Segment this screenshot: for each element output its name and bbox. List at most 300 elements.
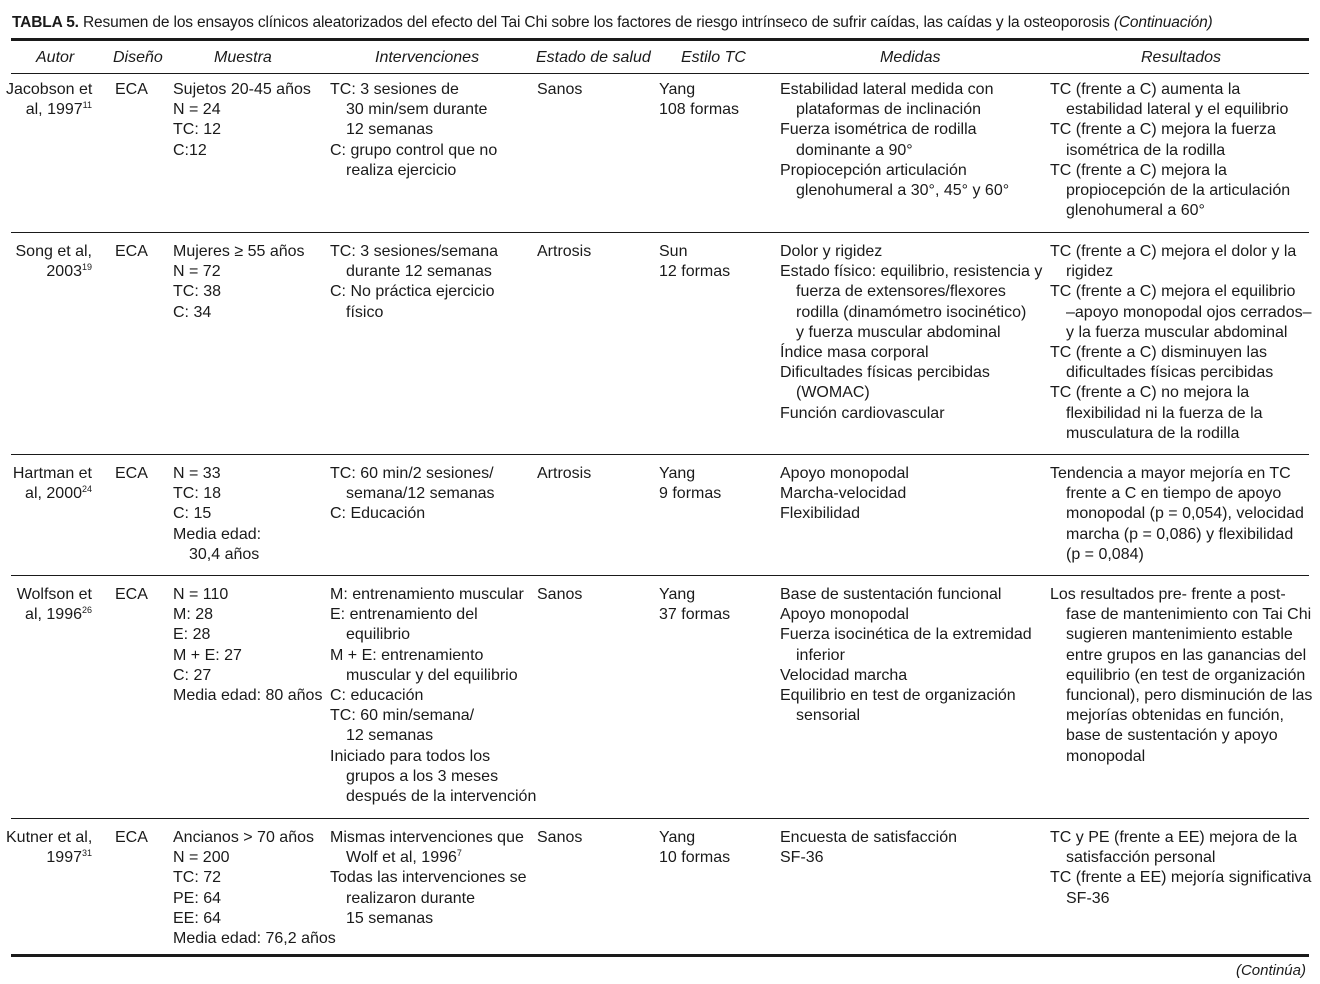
design-cell bbox=[115, 242, 148, 262]
design-cell bbox=[115, 80, 148, 100]
measure-line bbox=[780, 484, 909, 504]
measure-line bbox=[780, 363, 1042, 383]
sample-line-text: C:12 bbox=[173, 141, 207, 159]
sample-line bbox=[173, 141, 311, 161]
measures-cell bbox=[780, 242, 1042, 424]
result-line bbox=[1050, 545, 1304, 565]
sample-line bbox=[173, 525, 261, 545]
results-cell bbox=[1050, 585, 1312, 767]
sample-line bbox=[173, 282, 305, 302]
result-line-text: isométrica de la rodilla bbox=[1066, 141, 1226, 159]
intervention-line bbox=[330, 464, 495, 484]
header-diseno: Diseño bbox=[113, 49, 163, 66]
measure-line-text: Fuerza isocinética de la extremidad bbox=[780, 626, 1032, 644]
intervention-line-text: C: No práctica ejercicio bbox=[330, 283, 495, 301]
result-line bbox=[1050, 464, 1304, 484]
measure-line bbox=[780, 383, 1042, 403]
sample-cell bbox=[173, 828, 336, 949]
tc-style-cell bbox=[659, 828, 730, 868]
intervention-line bbox=[330, 484, 495, 504]
intervention-line-text: TC: 3 sesiones/semana bbox=[330, 243, 499, 260]
health-status-value bbox=[537, 464, 591, 484]
interventions-cell bbox=[330, 242, 498, 323]
top-rule bbox=[11, 38, 1309, 41]
intervention-line bbox=[330, 141, 497, 161]
sample-line-text: PE: 64 bbox=[173, 889, 222, 907]
tc-style-cell bbox=[659, 585, 730, 625]
sample-line-text: E: 28 bbox=[173, 626, 211, 644]
result-line-text: propiocepción de la articulación bbox=[1066, 182, 1291, 200]
intervention-line-text: Wolf et al, 1996 bbox=[346, 849, 457, 867]
result-line bbox=[1050, 525, 1304, 545]
intervention-line bbox=[330, 747, 536, 767]
intervention-line-text: 15 semanas bbox=[346, 909, 434, 927]
sample-line-text: 30,4 años bbox=[189, 545, 260, 563]
intervention-line-text: realizaron durante bbox=[346, 889, 475, 907]
design-cell bbox=[115, 828, 148, 848]
result-line bbox=[1050, 120, 1290, 140]
measure-line bbox=[780, 848, 957, 868]
result-line bbox=[1050, 726, 1312, 746]
measure-line-text: Velocidad marcha bbox=[780, 666, 908, 684]
measures-cell bbox=[780, 585, 1032, 726]
health-status-cell bbox=[537, 585, 582, 605]
intervention-line bbox=[330, 504, 495, 524]
intervention-line bbox=[330, 303, 498, 323]
design-cell bbox=[115, 585, 148, 605]
result-line bbox=[1050, 343, 1312, 363]
result-line-text: Los resultados pre- frente a post- bbox=[1050, 586, 1286, 603]
header-rule bbox=[11, 73, 1309, 74]
sample-line-text: TC: 12 bbox=[173, 121, 222, 139]
tc-style-line bbox=[659, 100, 739, 120]
measure-line-text: plataformas de inclinación bbox=[796, 101, 981, 119]
measure-line bbox=[780, 646, 1032, 666]
result-line-text: flexibilidad ni la fuerza de la bbox=[1066, 404, 1263, 422]
result-line bbox=[1050, 242, 1312, 262]
result-line-text: TC (frente a C) mejora el equilibrio bbox=[1050, 283, 1296, 301]
intervention-line bbox=[330, 767, 536, 787]
result-line-text: sugieren mantenimiento estable bbox=[1066, 626, 1293, 644]
author-line bbox=[6, 828, 92, 848]
author-cell bbox=[6, 585, 92, 625]
measure-line-text: Estabilidad lateral medida con bbox=[780, 81, 994, 98]
measure-line bbox=[780, 404, 1042, 424]
intervention-line-text: realiza ejercicio bbox=[346, 161, 457, 179]
sample-line bbox=[173, 625, 322, 645]
measure-line bbox=[780, 706, 1032, 726]
result-line-text: monopodal (p = 0,054), velocidad bbox=[1066, 505, 1304, 523]
result-line bbox=[1050, 161, 1290, 181]
measure-line bbox=[780, 504, 909, 524]
interventions-cell bbox=[330, 464, 495, 525]
measure-line-text: Apoyo monopodal bbox=[780, 606, 909, 624]
tc-style-line-text: Sun bbox=[659, 243, 688, 260]
design-value-text: ECA bbox=[115, 465, 148, 482]
result-line bbox=[1050, 828, 1311, 848]
tc-style-line bbox=[659, 262, 730, 282]
header-resultados: Resultados bbox=[1141, 49, 1222, 66]
result-line bbox=[1050, 646, 1312, 666]
sample-line bbox=[173, 848, 336, 868]
sample-line-text: N = 24 bbox=[173, 101, 221, 119]
result-line bbox=[1050, 424, 1312, 444]
sample-line-text: Media edad: 76,2 años bbox=[173, 930, 336, 948]
header-estado: Estado de salud bbox=[536, 49, 651, 66]
sample-line-text: Ancianos > 70 años bbox=[173, 829, 314, 846]
result-line bbox=[1050, 80, 1290, 100]
row-separator bbox=[11, 454, 1309, 455]
table-title bbox=[12, 13, 1312, 33]
result-line-text: TC (frente a EE) mejoría significativa bbox=[1050, 869, 1312, 887]
measure-line-text: Flexibilidad bbox=[780, 505, 861, 523]
author-line-text: Hartman et bbox=[12, 465, 92, 482]
author-cell bbox=[6, 464, 92, 504]
author-line-text: Kutner et al, bbox=[6, 829, 93, 846]
result-line bbox=[1050, 706, 1312, 726]
measure-line bbox=[780, 605, 1032, 625]
intervention-line-text: grupos a los 3 meses bbox=[346, 767, 499, 785]
sample-line-text: N = 200 bbox=[173, 849, 230, 867]
sample-line-text: TC: 18 bbox=[173, 485, 222, 503]
sample-line-text: C: 15 bbox=[173, 505, 212, 523]
sample-line bbox=[173, 120, 311, 140]
health-status-cell bbox=[537, 828, 582, 848]
result-line-text: TC (frente a C) no mejora la bbox=[1050, 384, 1250, 402]
continues-note: (Continúa) bbox=[1235, 962, 1306, 979]
measure-line-text: dominante a 90° bbox=[796, 141, 913, 159]
tc-style-line-text: 9 formas bbox=[659, 485, 722, 503]
author-line-text: al, 2000 bbox=[25, 485, 82, 503]
author-line bbox=[6, 100, 92, 120]
measure-line-text: Apoyo monopodal bbox=[780, 465, 909, 482]
measure-line-text: rodilla (dinamómetro isocinético) bbox=[796, 303, 1027, 321]
measure-line-text: y fuerza muscular abdominal bbox=[796, 323, 1001, 341]
result-line-text: –apoyo monopodal ojos cerrados– bbox=[1066, 303, 1312, 321]
health-status-cell bbox=[537, 242, 591, 262]
measure-line bbox=[780, 303, 1042, 323]
result-line bbox=[1050, 625, 1312, 645]
sample-line bbox=[173, 262, 305, 282]
health-status-value-text: Sanos bbox=[537, 81, 583, 98]
result-line bbox=[1050, 484, 1304, 504]
intervention-line bbox=[330, 242, 498, 262]
author-cell bbox=[6, 828, 92, 868]
author-line bbox=[6, 605, 92, 625]
intervention-line bbox=[330, 706, 536, 726]
result-line-text: TC (frente a C) mejora la bbox=[1050, 161, 1227, 179]
author-line-text: Song et al, bbox=[15, 243, 92, 260]
intervention-line bbox=[330, 889, 527, 909]
intervention-line bbox=[330, 605, 536, 625]
measure-line-text: Equilibrio en test de organización bbox=[780, 687, 1016, 705]
header-intervenciones: Intervenciones bbox=[375, 49, 480, 66]
measures-cell bbox=[780, 80, 1009, 201]
result-line-text: satisfacción personal bbox=[1066, 849, 1216, 867]
reference-number: 11 bbox=[82, 100, 92, 111]
measure-line bbox=[780, 161, 1009, 181]
intervention-line-text: muscular y del equilibrio bbox=[346, 666, 518, 684]
result-line bbox=[1050, 100, 1290, 120]
measure-line bbox=[780, 141, 1009, 161]
intervention-line-text: Mismas intervenciones que bbox=[330, 829, 524, 846]
result-line-text: (p = 0,084) bbox=[1066, 545, 1144, 563]
result-line-text: fase de mantenimiento con Tai Chi bbox=[1066, 606, 1312, 624]
intervention-line-text: 12 semanas bbox=[346, 727, 434, 745]
header-estilo: Estilo TC bbox=[681, 49, 746, 66]
intervention-line-text: C: educación bbox=[330, 687, 424, 705]
measure-line bbox=[780, 262, 1042, 282]
intervention-line bbox=[330, 646, 536, 666]
intervention-line-text: M + E: entrenamiento bbox=[330, 646, 484, 664]
author-line-text: al, 1997 bbox=[25, 101, 83, 119]
intervention-line-text: M: entrenamiento muscular bbox=[330, 586, 524, 603]
intervention-line-text: E: entrenamiento del bbox=[330, 606, 478, 624]
result-line bbox=[1050, 504, 1304, 524]
health-status-cell bbox=[537, 464, 591, 484]
result-line bbox=[1050, 848, 1311, 868]
author-line bbox=[6, 484, 92, 504]
health-status-value-text: Artrosis bbox=[537, 465, 592, 482]
result-line bbox=[1050, 303, 1312, 323]
intervention-line-text: TC: 60 min/2 sesiones/ bbox=[330, 465, 494, 482]
author-cell bbox=[6, 80, 92, 120]
result-line bbox=[1050, 363, 1312, 383]
health-status-value bbox=[537, 242, 591, 262]
author-line-text: 2003 bbox=[46, 263, 82, 281]
sample-cell bbox=[173, 80, 311, 161]
sample-cell bbox=[173, 585, 322, 706]
tc-style-line bbox=[659, 80, 739, 100]
sample-line-text: Mujeres ≥ 55 años bbox=[173, 243, 305, 260]
reference-number: 7 bbox=[456, 848, 462, 859]
measure-line-text: Función cardiovascular bbox=[780, 404, 945, 422]
sample-line bbox=[173, 303, 305, 323]
results-cell bbox=[1050, 242, 1312, 444]
intervention-line bbox=[330, 868, 527, 888]
measure-line bbox=[780, 282, 1042, 302]
sample-line-text: C: 27 bbox=[173, 666, 212, 684]
intervention-line bbox=[330, 80, 497, 100]
bottom-rule bbox=[11, 954, 1309, 957]
sample-line bbox=[173, 909, 336, 929]
measure-line-text: sensorial bbox=[796, 707, 861, 725]
design-value-text: ECA bbox=[115, 586, 148, 603]
sample-line bbox=[173, 484, 261, 504]
intervention-line-text: C: grupo control que no bbox=[330, 141, 498, 159]
measure-line bbox=[780, 585, 1032, 605]
measure-line bbox=[780, 323, 1042, 343]
sample-line bbox=[173, 585, 322, 605]
result-line-text: entre grupos en las ganancias del bbox=[1066, 646, 1307, 664]
result-line bbox=[1050, 686, 1312, 706]
sample-line bbox=[173, 504, 261, 524]
intervention-line-text: semana/12 semanas bbox=[346, 485, 495, 503]
results-cell bbox=[1050, 80, 1290, 221]
sample-line bbox=[173, 545, 261, 565]
interventions-cell bbox=[330, 80, 497, 181]
result-line-text: monopodal bbox=[1066, 747, 1146, 765]
design-value-text: ECA bbox=[115, 243, 148, 260]
intervention-line bbox=[330, 909, 527, 929]
result-line-text: glenohumeral a 60° bbox=[1066, 202, 1205, 220]
result-line bbox=[1050, 747, 1312, 767]
result-line bbox=[1050, 262, 1312, 282]
sample-line bbox=[173, 80, 311, 100]
sample-line bbox=[173, 100, 311, 120]
sample-line-text: M + E: 27 bbox=[173, 646, 242, 664]
author-line-text: 1997 bbox=[46, 849, 82, 867]
intervention-line bbox=[330, 262, 498, 282]
measure-line bbox=[780, 625, 1032, 645]
measures-cell bbox=[780, 828, 957, 868]
reference-number: 31 bbox=[81, 848, 92, 859]
intervention-line bbox=[330, 686, 536, 706]
results-cell bbox=[1050, 828, 1311, 909]
interventions-cell bbox=[330, 585, 536, 807]
author-line bbox=[6, 242, 92, 262]
tc-style-line bbox=[659, 484, 721, 504]
result-line-text: estabilidad lateral y el equilibrio bbox=[1066, 101, 1289, 119]
sample-line-text: EE: 64 bbox=[173, 909, 222, 927]
tc-style-line bbox=[659, 585, 730, 605]
sample-line bbox=[173, 889, 336, 909]
intervention-line-text: 30 min/sem durante bbox=[346, 101, 488, 119]
health-status-value-text: Sanos bbox=[537, 829, 583, 846]
measure-line-text: SF-36 bbox=[780, 849, 824, 867]
result-line-text: base de sustentación y apoyo bbox=[1066, 727, 1278, 745]
measure-line-text: Estado físico: equilibrio, resistencia y bbox=[780, 263, 1043, 281]
measure-line bbox=[780, 242, 1042, 262]
header-autor: Autor bbox=[36, 49, 75, 66]
result-line-text: musculatura de la rodilla bbox=[1066, 424, 1240, 442]
measures-cell bbox=[780, 464, 909, 525]
author-line bbox=[6, 262, 92, 282]
table-caption: Resumen de los ensayos clínicos aleatorizados del efecto del Tai Chi sobre los factores de riesgo intrínseco de sufrir caídas, las caídas y la osteoporosis bbox=[78, 14, 1114, 31]
sample-line bbox=[173, 868, 336, 888]
tc-style-line bbox=[659, 605, 730, 625]
tc-style-line-text: 10 formas bbox=[659, 849, 731, 867]
result-line bbox=[1050, 282, 1312, 302]
result-line bbox=[1050, 889, 1311, 909]
reference-number: 24 bbox=[81, 484, 92, 495]
tc-style-line bbox=[659, 848, 730, 868]
result-line-text: mejorías obtenidas en función, bbox=[1066, 707, 1284, 725]
header-medidas: Medidas bbox=[880, 49, 941, 66]
tc-style-line-text: Yang bbox=[659, 81, 696, 98]
result-line bbox=[1050, 201, 1290, 221]
sample-line-text: M: 28 bbox=[173, 606, 214, 624]
tc-style-line bbox=[659, 828, 730, 848]
tc-style-line-text: Yang bbox=[659, 465, 696, 482]
sample-line bbox=[173, 828, 336, 848]
design-cell bbox=[115, 464, 148, 484]
author-line bbox=[6, 80, 92, 100]
result-line bbox=[1050, 585, 1312, 605]
measure-line bbox=[780, 686, 1032, 706]
author-line bbox=[6, 464, 92, 484]
health-status-value-text: Sanos bbox=[537, 586, 583, 603]
measure-line-text: Fuerza isométrica de rodilla bbox=[780, 121, 977, 139]
health-status-value bbox=[537, 585, 582, 605]
sample-line bbox=[173, 242, 305, 262]
sample-line bbox=[173, 686, 322, 706]
sample-cell bbox=[173, 242, 305, 323]
measure-line-text: fuerza de extensores/flexores bbox=[796, 283, 1006, 301]
tc-style-cell bbox=[659, 464, 721, 504]
sample-line bbox=[173, 646, 322, 666]
intervention-line bbox=[330, 585, 536, 605]
author-cell bbox=[6, 242, 92, 282]
measure-line-text: glenohumeral a 30°, 45° y 60° bbox=[796, 182, 1010, 200]
measure-line bbox=[780, 666, 1032, 686]
sample-line-text: N = 72 bbox=[173, 263, 221, 281]
results-cell bbox=[1050, 464, 1304, 565]
header-muestra: Muestra bbox=[214, 49, 272, 66]
row-separator bbox=[11, 575, 1309, 576]
tc-style-line bbox=[659, 464, 721, 484]
sample-cell bbox=[173, 464, 261, 565]
sample-line-text: Media edad: bbox=[173, 525, 262, 543]
result-line-text: TC (frente a C) mejora el dolor y la bbox=[1050, 243, 1297, 260]
result-line-text: marcha (p = 0,086) y flexibilidad bbox=[1066, 525, 1294, 543]
measure-line bbox=[780, 181, 1009, 201]
sample-line-text: N = 110 bbox=[173, 586, 229, 603]
tc-style-line-text: 37 formas bbox=[659, 606, 731, 624]
result-line-text: TC (frente a C) aumenta la bbox=[1050, 81, 1241, 98]
author-line-text: Jacobson et bbox=[6, 81, 93, 98]
author-line-text: al, 1996 bbox=[25, 606, 82, 624]
intervention-line bbox=[330, 120, 497, 140]
result-line-text: Tendencia a mayor mejoría en TC bbox=[1050, 465, 1291, 482]
intervention-line bbox=[330, 100, 497, 120]
measure-line-text: inferior bbox=[796, 646, 845, 664]
result-line bbox=[1050, 323, 1312, 343]
row-separator bbox=[11, 818, 1309, 819]
result-line-text: rigidez bbox=[1066, 263, 1114, 281]
measure-line bbox=[780, 343, 1042, 363]
tc-style-line bbox=[659, 242, 730, 262]
measure-line-text: Dolor y rigidez bbox=[780, 243, 883, 260]
intervention-line bbox=[330, 848, 527, 868]
result-line bbox=[1050, 404, 1312, 424]
result-line bbox=[1050, 666, 1312, 686]
intervention-line-text: C: Educación bbox=[330, 505, 426, 523]
sample-line-text: Media edad: 80 años bbox=[173, 687, 323, 705]
row-separator bbox=[11, 232, 1309, 233]
intervention-line-text: TC: 3 sesiones de bbox=[330, 81, 459, 98]
measure-line-text: Base de sustentación funcional bbox=[780, 586, 1002, 603]
intervention-line-text: Todas las intervenciones se bbox=[330, 869, 527, 887]
intervention-line-text: TC: 60 min/semana/ bbox=[330, 707, 475, 725]
intervention-line bbox=[330, 282, 498, 302]
result-line-text: funcional), pero disminución de las bbox=[1066, 687, 1313, 705]
tc-style-cell bbox=[659, 80, 739, 120]
result-line-text: SF-36 bbox=[1066, 889, 1110, 907]
sample-line-text: TC: 72 bbox=[173, 869, 222, 887]
interventions-cell bbox=[330, 828, 527, 929]
result-line-text: frente a C en tiempo de apoyo bbox=[1066, 485, 1282, 503]
tc-style-line-text: 12 formas bbox=[659, 263, 731, 281]
intervention-line-text: después de la intervención bbox=[346, 788, 537, 806]
health-status-value-text: Artrosis bbox=[537, 243, 592, 260]
design-value bbox=[115, 828, 148, 848]
measure-line-text: Índice masa corporal bbox=[780, 344, 929, 362]
measure-line-text: Marcha-velocidad bbox=[780, 485, 907, 503]
sample-line bbox=[173, 464, 261, 484]
sample-line bbox=[173, 605, 322, 625]
result-line bbox=[1050, 181, 1290, 201]
